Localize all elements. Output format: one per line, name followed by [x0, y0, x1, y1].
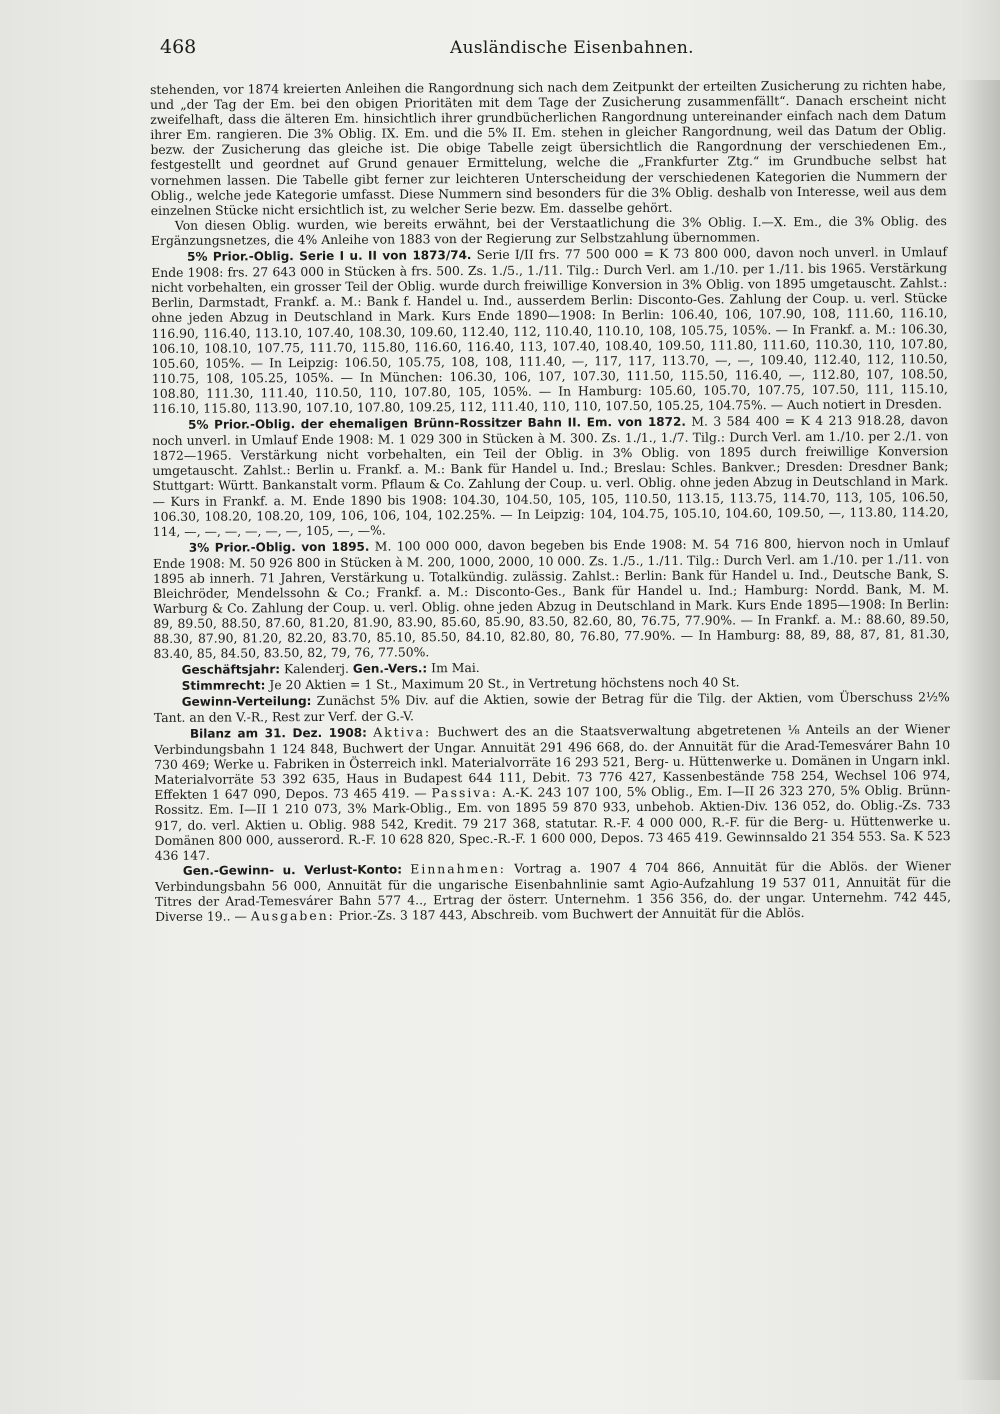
label-ausgaben: Ausgaben:: [250, 907, 335, 924]
section-text: Buchwert des an die Staatsverwaltung abgetretenen ⅛ Anteils an der Wiener Verbindungsbahn 1 124 848, Buchwert der Ungar. Annuität 291 496 668, do. der Annuität für die Arad-Temesvárer Bahn 10 730 469; Werke u. Fabriken in Österreich inkl. Materialvorräte 16 293 521, Berg- u. Hüttenwerke u. Domänen in Ungarn inkl. Materialvorräte 53 392 635, Haus in Budapest 644 111, Debit. 73 776 427, Kassenbestände 758 254, Wechsel 106 974, Effekten 1 647 090, Depos. 73 465 419. —: [154, 721, 951, 803]
section-gewinn-verteilung: [154, 689, 950, 725]
section-prior-oblig-bruenn-rossitz: [152, 412, 949, 539]
section-text: Serie I/II frs. 77 500 000 = K 73 800 000, davon noch unverl. in Umlauf Ende 1908: frs. 27 643 000 in Stücken à frs. 500. Zs. 1./5., 1./11. Tilg.: Durch Verl. am 1./10. per 1./11. bis 1965. Verstärkung nicht vorbehalten, ein grosser Teil der Oblig. wurde durch freiwillige Konversion in 3% Oblig. von 1895 umgetauscht. Zahlst.: Berlin, Darmstadt, Frankf. a. M.: Bank f. Handel u. Ind., ausserdem Berlin: Disconto-Ges. Zahlung der Coup. u. verl. Stücke ohne jeden Abzug in Deutschland in Mark. Kurs Ende 1890—1908: In Berlin: 106.40, 106, 107.90, 108, 111.60, 116.10, 116.90, 116.40, 113.10, 107.40, 108.30, 109.60, 112.40, 112, 110.40, 110.10, 108, 105.75, 105%. — In Frankf. a. M.: 106.30, 106.10, 108.10, 107.75, 111.70, 115.80, 116.60, 116.40, 113, 107.40, 108.40, 109.50, 111.80, 111.60, 110.30, 110, 107.80, 105.60, 105%. — In Leipzig: 106.50, 105.75, 108, 108, 111.40, —, 117, 117, 113.70, —, —, 109.40, 112.40, 112, 110.50, 110.75, 108, 105.25, 105%. — In München: 106.30, 106, 107, 107.30, 111.50, 115.50, 116.40, —, 112.80, 107, 108.50, 108.80, 111.30, 111.40, 110.50, 110, 107.80, 105, 105%. — In Hamburg: 105.60, 105.70, 107.75, 107.50, 111, 115.10, 116.10, 115.80, 113.90, 107.10, 107.80, 109.25, 112, 111.40, 110, 110, 107.50, 105.25, 104.75%. — Auch notiert in Dresden.: [151, 244, 948, 416]
section-text: Kalenderj.: [280, 660, 353, 676]
section-heading: 3% Prior.-Oblig. von 1895.: [188, 539, 370, 555]
section-heading: Geschäftsjahr:: [181, 661, 281, 677]
running-title: Ausländische Eisenbahnen.: [450, 38, 694, 58]
label-passiva: Passiva:: [431, 785, 498, 801]
section-heading: Stimmrecht:: [181, 677, 266, 693]
section-text: Prior.-Zs. 3 187 443, Abschreib. vom Buchwert der Annuität für die Ablös.: [334, 905, 805, 923]
page-header: [160, 36, 960, 66]
section-text: M. 100 000 000, davon begeben bis Ende 1908: M. 54 716 800, hiervon noch in Umlauf Ende 1908: M. 50 926 800 in Stücken à M. 200, 1000, 2000, 10 000. Zs. 1./5., 1./11. Tilg.: Durch Verl. am 1./10. per 1./11. von 1895 ab innerh. 71 Jahren, Verstärkung u. Totalkündig. zulässig. Zahlst.: Berlin: Bank für Handel u. Ind., Deutsche Bank, S. Bleichröder, Mendelssohn & Co.; Frankf. a. M.: Disconto-Ges., Bank für Handel u. Ind.; Hamburg: Nordd. Bank, M. M. Warburg & Co. Zahlung der Coup. u. verl. Oblig. ohne jeden Abzug in Deutschland in Mark. Kurs Ende 1895—1908: In Berlin: 89, 89.50, 88.50, 87.60, 81.20, 81.90, 83.90, 85.60, 85.90, 83.50, 82.60, 80, 76.75, 77.90%. — In Frankf. a. M.: 88.60, 89.50, 88.30, 87.90, 81.20, 82.20, 83.70, 85.10, 85.50, 84.10, 82.80, 80, 76.80, 77.90%. — In Hamburg: 88, 89, 88, 87, 81, 81.30, 83.40, 85, 84.50, 83.50, 82, 79, 76, 77.50%.: [152, 534, 950, 662]
section-bilanz: [154, 721, 951, 863]
label-einnahmen: Einnahmen:: [410, 860, 506, 877]
section-heading: 5% Prior.-Oblig. der ehemaligen Brünn-Rossitzer Bahn II. Em. von 1872.: [188, 414, 686, 432]
body-text: [150, 77, 954, 1382]
section-prior-oblig-serie-1-2: [151, 244, 948, 416]
label-aktiva: Aktiva:: [373, 724, 432, 740]
section-text: M. 3 584 400 = K 4 213 918.28, davon noch unverl. in Umlauf Ende 1908: M. 1 029 300 in Stücken à M. 300. Zs. 1./1., 1./7. Tilg.: Durch Verl. am 1./10. per 2./1. von 1872—1965. Verstärkung nicht vorbehalten, ein Teil der Oblig. in 3% Oblig. von 1895 durch freiwillige Konversion umgetauscht. Zahlst.: Berlin u. Frankf. a. M.: Bank für Handel u. Ind.; Breslau: Schles. Bankver.; Dresden: Dresdner Bank; Stuttgart: Württ. Bankanstalt vorm. Pflaum & Co. Zahlung der Coup. u. verl. Oblig. ohne jeden Abzug in Deutschland in Mark. — Kurs in Frankf. a. M. Ende 1890 bis 1908: 104.30, 104.50, 105, 105, 110.50, 113.15, 113.75, 114.70, 113, 105, 106.50, 106.30, 108.20, 108.20, 109, 106, 106, 104, 102.25%. — In Leipzig: 104, 104.75, 105.10, 104.60, 109.50, —, 113.80, 114.20, 114, —, —, —, —, —, —, 105, —, —%.: [152, 412, 949, 539]
section-heading: 5% Prior.-Oblig. Serie I u. II von 1873/74.: [187, 248, 472, 264]
paragraph-rangordnung: stehenden, vor 1874 kreierten Anleihen die Rangordnung sich nach dem Zeitpunkt der erteilten Zusicherung zu richten habe, und „der Tag der Em. bei den obigen Prioritäten mit dem Tage der Zusicherung zusammenfällt“. Danach erscheint nicht zweifelhaft, dass die älteren Em. hinsichtlich ihrer grundbücherlichen Rangordnung untereinander einfach nach dem Datum ihrer Em. rangieren. Die 3% Oblig. IX. Em. und die 5% II. Em. stehen in gleicher Rangordnung, weil das Datum der Oblig. bezw. der Zusicherung das gleiche ist. Die obige Tabelle zeigt übersichtlich die Rangordnung der verschiedenen Em., festgestellt und geordnet auf Grund genauer Ermittelung, welche die „Frankfurter Ztg.“ im Grundbuche selbst hat vornehmen lassen. Die Tabelle gibt ferner zur leichteren Unterscheidung der verschiedenen Kategorien die Nummern der Oblig., welche jede Kategorie umfasst. Diese Nummern sind besonders für die 3% Oblig. deshalb von Interesse, weil aus dem einzelnen Stücke nicht ersichtlich ist, zu welcher Serie bezw. Em. dasselbe gehört.: [150, 77, 947, 218]
section-prior-oblig-1895: [153, 535, 950, 662]
section-text: Je 20 Aktien = 1 St., Maximum 20 St., in Vertretung höchstens noch 40 St.: [265, 674, 740, 692]
section-text: Im Mai.: [427, 659, 480, 675]
page-number: 468: [160, 36, 197, 58]
section-gewinn-verlust-konto: [155, 858, 951, 924]
page-edge-shadow: [954, 80, 1000, 1380]
section-heading: Bilanz am 31. Dez. 1908:: [189, 725, 367, 741]
section-text: Vortrag a. 1907 4 704 866, Annuität für die Ablös. der Wiener Verbindungsbahn 56 000, Annuität für die ungarische Eisenbahnlinie samt Agio-Aufzahlung 19 537 011, Annuität für die Titres der Arad-Temesvárer Bahn 577 4.., Ertrag der österr. Unternehm. 1 356 356, do. der ungar. Unternehm. 742 445, Diverse 19.. —: [154, 857, 952, 925]
section-text: Zunächst 5% Div. auf die Aktien, sowie der Betrag für die Tilg. der Aktien, vom Überschuss 2½% Tant. an den V.-R., Rest zur Verf. der G.-V.: [153, 688, 950, 725]
section-heading: Gen.-Gewinn- u. Verlust-Konto:: [182, 862, 403, 878]
section-text: A.-K. 243 107 100, 5% Oblig., Em. I—II 26 323 270, 5% Oblig. Brünn-Rossitz. Em. I—II 1 210 073, 3% Mark-Oblig., Em. von 1895 59 870 933, unbehob. Aktien-Div. 136 052, do. Oblig.-Zs. 733 917, do. verl. Aktien u. Oblig. 988 542, Kredit. 79 217 368, statutar. R.-F. 4 000 000, R.-F. für die Berg- u. Hüttenwerke u. Domänen 800 000, ausserord. R.-F. 10 628 820, Spec.-R.-F. 1 600 000, Depos. 73 465 419. Gewinnsaldo 21 354 553. Sa. K 523 436 147.: [154, 782, 951, 863]
section-heading: Gen.-Vers.:: [352, 660, 428, 676]
section-heading: Gewinn-Verteilung:: [181, 693, 312, 709]
paragraph-verstaatlichung: Von diesen Oblig. wurden, wie bereits erwähnt, bei der Verstaatlichung die 3% Oblig. I.—X. Em., die 3% Oblig. des Ergänzungsnetzes, die 4% Anleihe von 1883 von der Regierung zur Selbstzahlung übernommen.: [150, 212, 947, 248]
